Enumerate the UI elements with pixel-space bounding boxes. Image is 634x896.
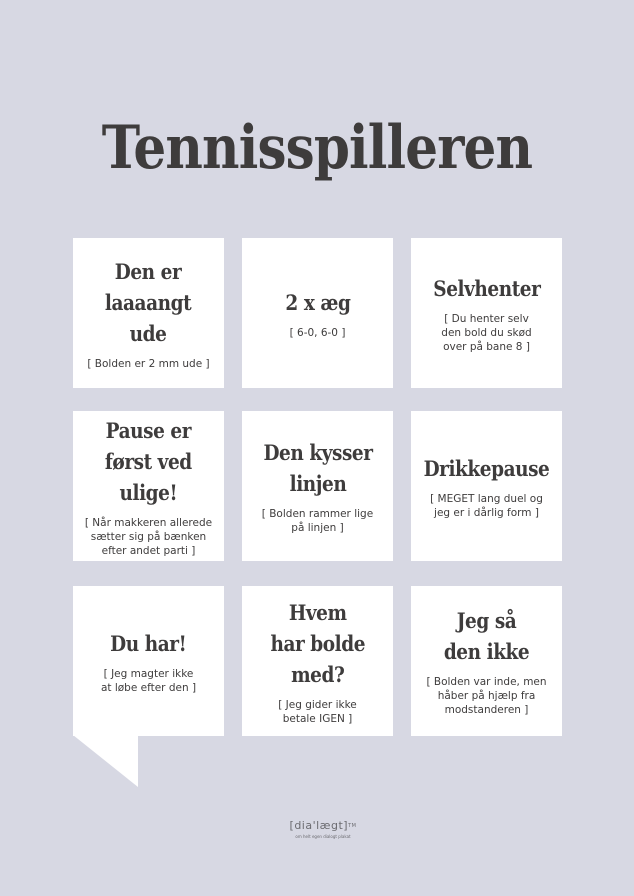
- card-2-x-aeg: [242, 238, 393, 388]
- card-heading-line: Hvem: [288, 599, 347, 625]
- card-heading-line: først ved: [105, 448, 192, 474]
- card-heading-line: Drikkepause: [423, 455, 550, 481]
- card-subtitle: [101, 667, 196, 695]
- card-subtitle: [85, 516, 212, 558]
- card-subtitle-line: [ Bolden var inde, men: [426, 676, 547, 688]
- speech-bubble-tail: [73, 735, 138, 787]
- card-subtitle: [87, 357, 209, 371]
- card-du-har: [73, 586, 224, 736]
- card-subtitle-line: modstanderen ]: [444, 704, 529, 716]
- card-heading: [433, 273, 540, 304]
- card-subtitle: [278, 698, 357, 726]
- poster-title: Tennisspilleren: [101, 113, 533, 183]
- card-den-er-laaaangt-ude: [73, 238, 224, 388]
- card-heading: [285, 287, 350, 318]
- card-heading-line: den ikke: [443, 639, 530, 664]
- card-jeg-saa-den-ikke: [411, 586, 562, 736]
- card-hvem-har-bolde-med: [242, 586, 393, 736]
- card-heading-line: 2 x æg: [284, 289, 351, 315]
- card-subtitle: [426, 675, 546, 717]
- brand-trademark: TM: [348, 823, 357, 829]
- card-subtitle-line: [ Bolden rammer lige: [261, 508, 374, 520]
- card-heading-line: Du har!: [110, 630, 187, 656]
- card-subtitle-line: [ Bolden er 2 mm ude ]: [87, 357, 210, 370]
- card-subtitle-line: [ 6-0, 6-0 ]: [289, 326, 346, 339]
- card-subtitle-line: [ Jeg magter ikke: [103, 667, 194, 680]
- card-heading: [424, 453, 550, 484]
- card-subtitle-line: over på bane 8 ]: [443, 340, 530, 353]
- card-heading: [444, 605, 529, 667]
- card-selvhenter: [411, 238, 562, 388]
- card-heading-line: med?: [290, 661, 345, 687]
- card-heading-line: linjen: [289, 471, 346, 496]
- card-subtitle-line: [ Når makkeren allerede: [84, 516, 213, 529]
- card-subtitle-line: den bold du skød: [441, 326, 532, 339]
- card-heading-line: Jeg så: [456, 608, 517, 633]
- brand-logo: [288, 818, 358, 840]
- card-subtitle-line: sætter sig på bænken: [90, 530, 207, 543]
- card-heading: [110, 628, 186, 659]
- card-heading-line: laaaangt: [105, 289, 192, 315]
- card-heading-line: Pause er: [105, 417, 192, 443]
- card-heading-line: ulige!: [119, 479, 178, 505]
- card-heading: [105, 415, 192, 508]
- card-heading-line: har bolde: [270, 630, 365, 656]
- card-subtitle-line: [ MEGET lang duel og: [430, 492, 543, 505]
- card-subtitle-line: at løbe efter den ]: [100, 681, 197, 694]
- card-subtitle-line: jeg er i dårlig form ]: [434, 506, 539, 519]
- card-pause-er-foerst-ved-ulige: [73, 411, 224, 561]
- card-subtitle-line: [ Du henter selv: [444, 312, 529, 325]
- card-subtitle-line: betale IGEN ]: [282, 712, 353, 725]
- card-subtitle: [441, 312, 531, 354]
- card-subtitle: [430, 492, 543, 520]
- card-heading-line: Selvhenter: [432, 275, 541, 301]
- card-heading-line: ude: [130, 320, 167, 346]
- brand-mark: [288, 818, 358, 834]
- card-heading: [263, 437, 372, 499]
- card-drikkepause: [411, 411, 562, 561]
- brand-logo-text: [dia'lægt]: [289, 819, 349, 832]
- card-heading: [270, 597, 365, 690]
- brand-tagline: om helt egen dialogt plakat: [295, 834, 351, 839]
- card-subtitle: [262, 507, 373, 535]
- card-subtitle-line: på linjen ]: [291, 522, 344, 534]
- card-subtitle-line: efter andet parti ]: [101, 544, 196, 557]
- card-heading-line: Den er: [115, 258, 182, 284]
- card-subtitle: [290, 326, 346, 340]
- card-heading: [105, 256, 191, 349]
- card-subtitle-line: håber på hjælp fra: [437, 690, 536, 702]
- card-subtitle-line: [ Jeg gider ikke: [278, 698, 357, 711]
- card-den-kysser-linjen: [242, 411, 393, 561]
- card-heading-line: Den kysser: [262, 440, 373, 465]
